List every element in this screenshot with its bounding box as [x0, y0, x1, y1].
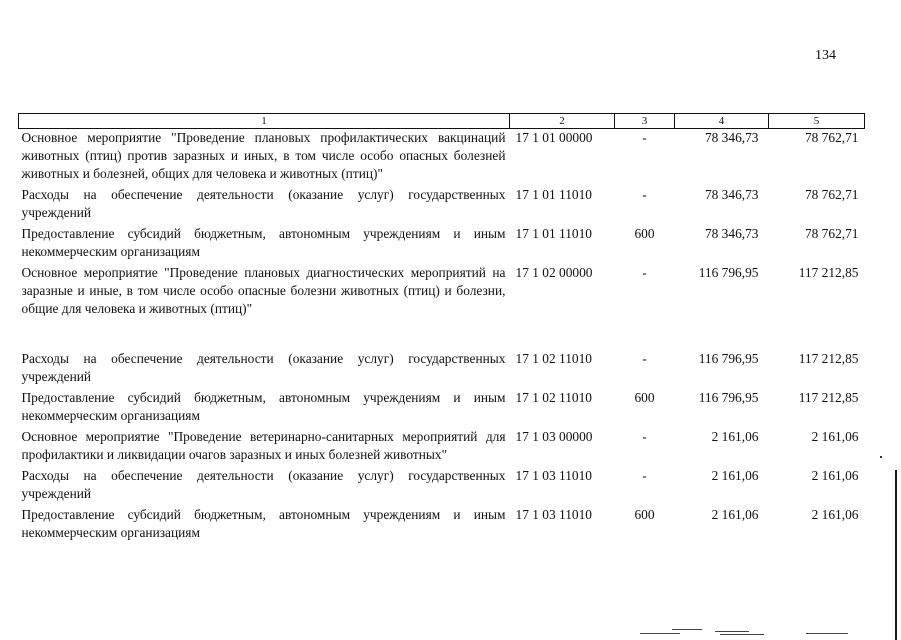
row-name: Предоставление субсидий бюджетным, автономным учреждениям и иным некоммерческим организациям: [21, 507, 506, 540]
column-header-4: 4: [675, 114, 769, 129]
scan-artifact-line: [715, 631, 749, 632]
row-value-5: 2 161,06: [811, 468, 859, 483]
budget-table: [18, 113, 865, 545]
table-row: [19, 506, 865, 545]
row-code: 17 1 02 11010: [515, 351, 592, 366]
row-expense-type: -: [642, 265, 647, 280]
row-value-5: 2 161,06: [811, 429, 859, 444]
row-value-4: 116 796,95: [698, 390, 759, 405]
row-value-4: 116 796,95: [698, 351, 759, 366]
row-value-5: 117 212,85: [798, 351, 859, 366]
scan-artifact-line: [640, 633, 680, 634]
table-row: [19, 129, 865, 187]
row-expense-type: 600: [634, 390, 655, 405]
row-code: 17 1 03 00000: [515, 429, 593, 444]
row-code: 17 1 02 11010: [515, 390, 592, 405]
row-name: Основное мероприятие "Проведение плановых профилактических вакцинаций животных (птиц) против заразных и иных, в том числе особо опасных болезней животных и болезней, общих для человека и животных (птиц)": [21, 130, 506, 181]
row-code: 17 1 02 00000: [515, 265, 593, 280]
column-header-5: 5: [769, 114, 865, 129]
row-expense-type: 600: [634, 226, 655, 241]
table-row: [19, 350, 865, 389]
table-header-row: [19, 114, 865, 129]
row-value-4: 78 346,73: [704, 130, 759, 145]
row-value-4: 116 796,95: [698, 265, 759, 280]
row-code: 17 1 01 11010: [515, 226, 592, 241]
row-value-5: 117 212,85: [798, 390, 859, 405]
column-header-2: 2: [510, 114, 615, 129]
row-expense-type: -: [642, 351, 647, 366]
column-header-1: 1: [19, 114, 510, 129]
table-row: [19, 264, 865, 350]
row-name: Расходы на обеспечение деятельности (оказание услуг) государственных учреждений: [21, 187, 506, 220]
column-header-3: 3: [615, 114, 675, 129]
row-expense-type: -: [642, 429, 647, 444]
row-value-5: 2 161,06: [811, 507, 859, 522]
row-name: Предоставление субсидий бюджетным, автономным учреждениям и иным некоммерческим организациям: [21, 226, 506, 259]
row-name: Предоставление субсидий бюджетным, автономным учреждениям и иным некоммерческим организациям: [21, 390, 506, 423]
row-value-4: 2 161,06: [711, 468, 759, 483]
row-expense-type: -: [642, 468, 647, 483]
row-name: Расходы на обеспечение деятельности (оказание услуг) государственных учреждений: [21, 351, 506, 384]
table-row: [19, 428, 865, 467]
row-code: 17 1 01 11010: [515, 187, 592, 202]
scan-artifact-line: [720, 634, 764, 635]
row-name: Основное мероприятие "Проведение плановых диагностических мероприятий на заразные и иные, в том числе особо опасные болезни животных (птиц) и болезни, общие для человека и животных (птиц)": [21, 265, 506, 316]
table-row: [19, 225, 865, 264]
row-expense-type: -: [642, 187, 647, 202]
row-expense-type: -: [642, 130, 647, 145]
row-value-5: 78 762,71: [804, 187, 859, 202]
scan-artifact-line: [672, 629, 702, 630]
row-value-4: 2 161,06: [711, 429, 759, 444]
scan-artifact-dot: [880, 456, 882, 458]
scan-artifact-line: [806, 633, 848, 634]
row-value-4: 2 161,06: [711, 507, 759, 522]
row-name: Расходы на обеспечение деятельности (оказание услуг) государственных учреждений: [21, 468, 506, 501]
table-row: [19, 186, 865, 225]
table-row: [19, 467, 865, 506]
row-value-5: 117 212,85: [798, 265, 859, 280]
row-value-4: 78 346,73: [704, 187, 759, 202]
row-value-4: 78 346,73: [704, 226, 759, 241]
row-code: 17 1 01 00000: [515, 130, 593, 145]
row-expense-type: 600: [634, 507, 655, 522]
row-code: 17 1 03 11010: [515, 507, 592, 522]
row-code: 17 1 03 11010: [515, 468, 592, 483]
page-number: 134: [815, 48, 836, 63]
scan-edge-line: [895, 470, 897, 640]
row-value-5: 78 762,71: [804, 130, 859, 145]
table-row: [19, 389, 865, 428]
row-value-5: 78 762,71: [804, 226, 859, 241]
row-name: Основное мероприятие "Проведение ветеринарно-санитарных мероприятий для профилактики и ликвидации очагов заразных и иных болезней животных": [21, 429, 506, 462]
